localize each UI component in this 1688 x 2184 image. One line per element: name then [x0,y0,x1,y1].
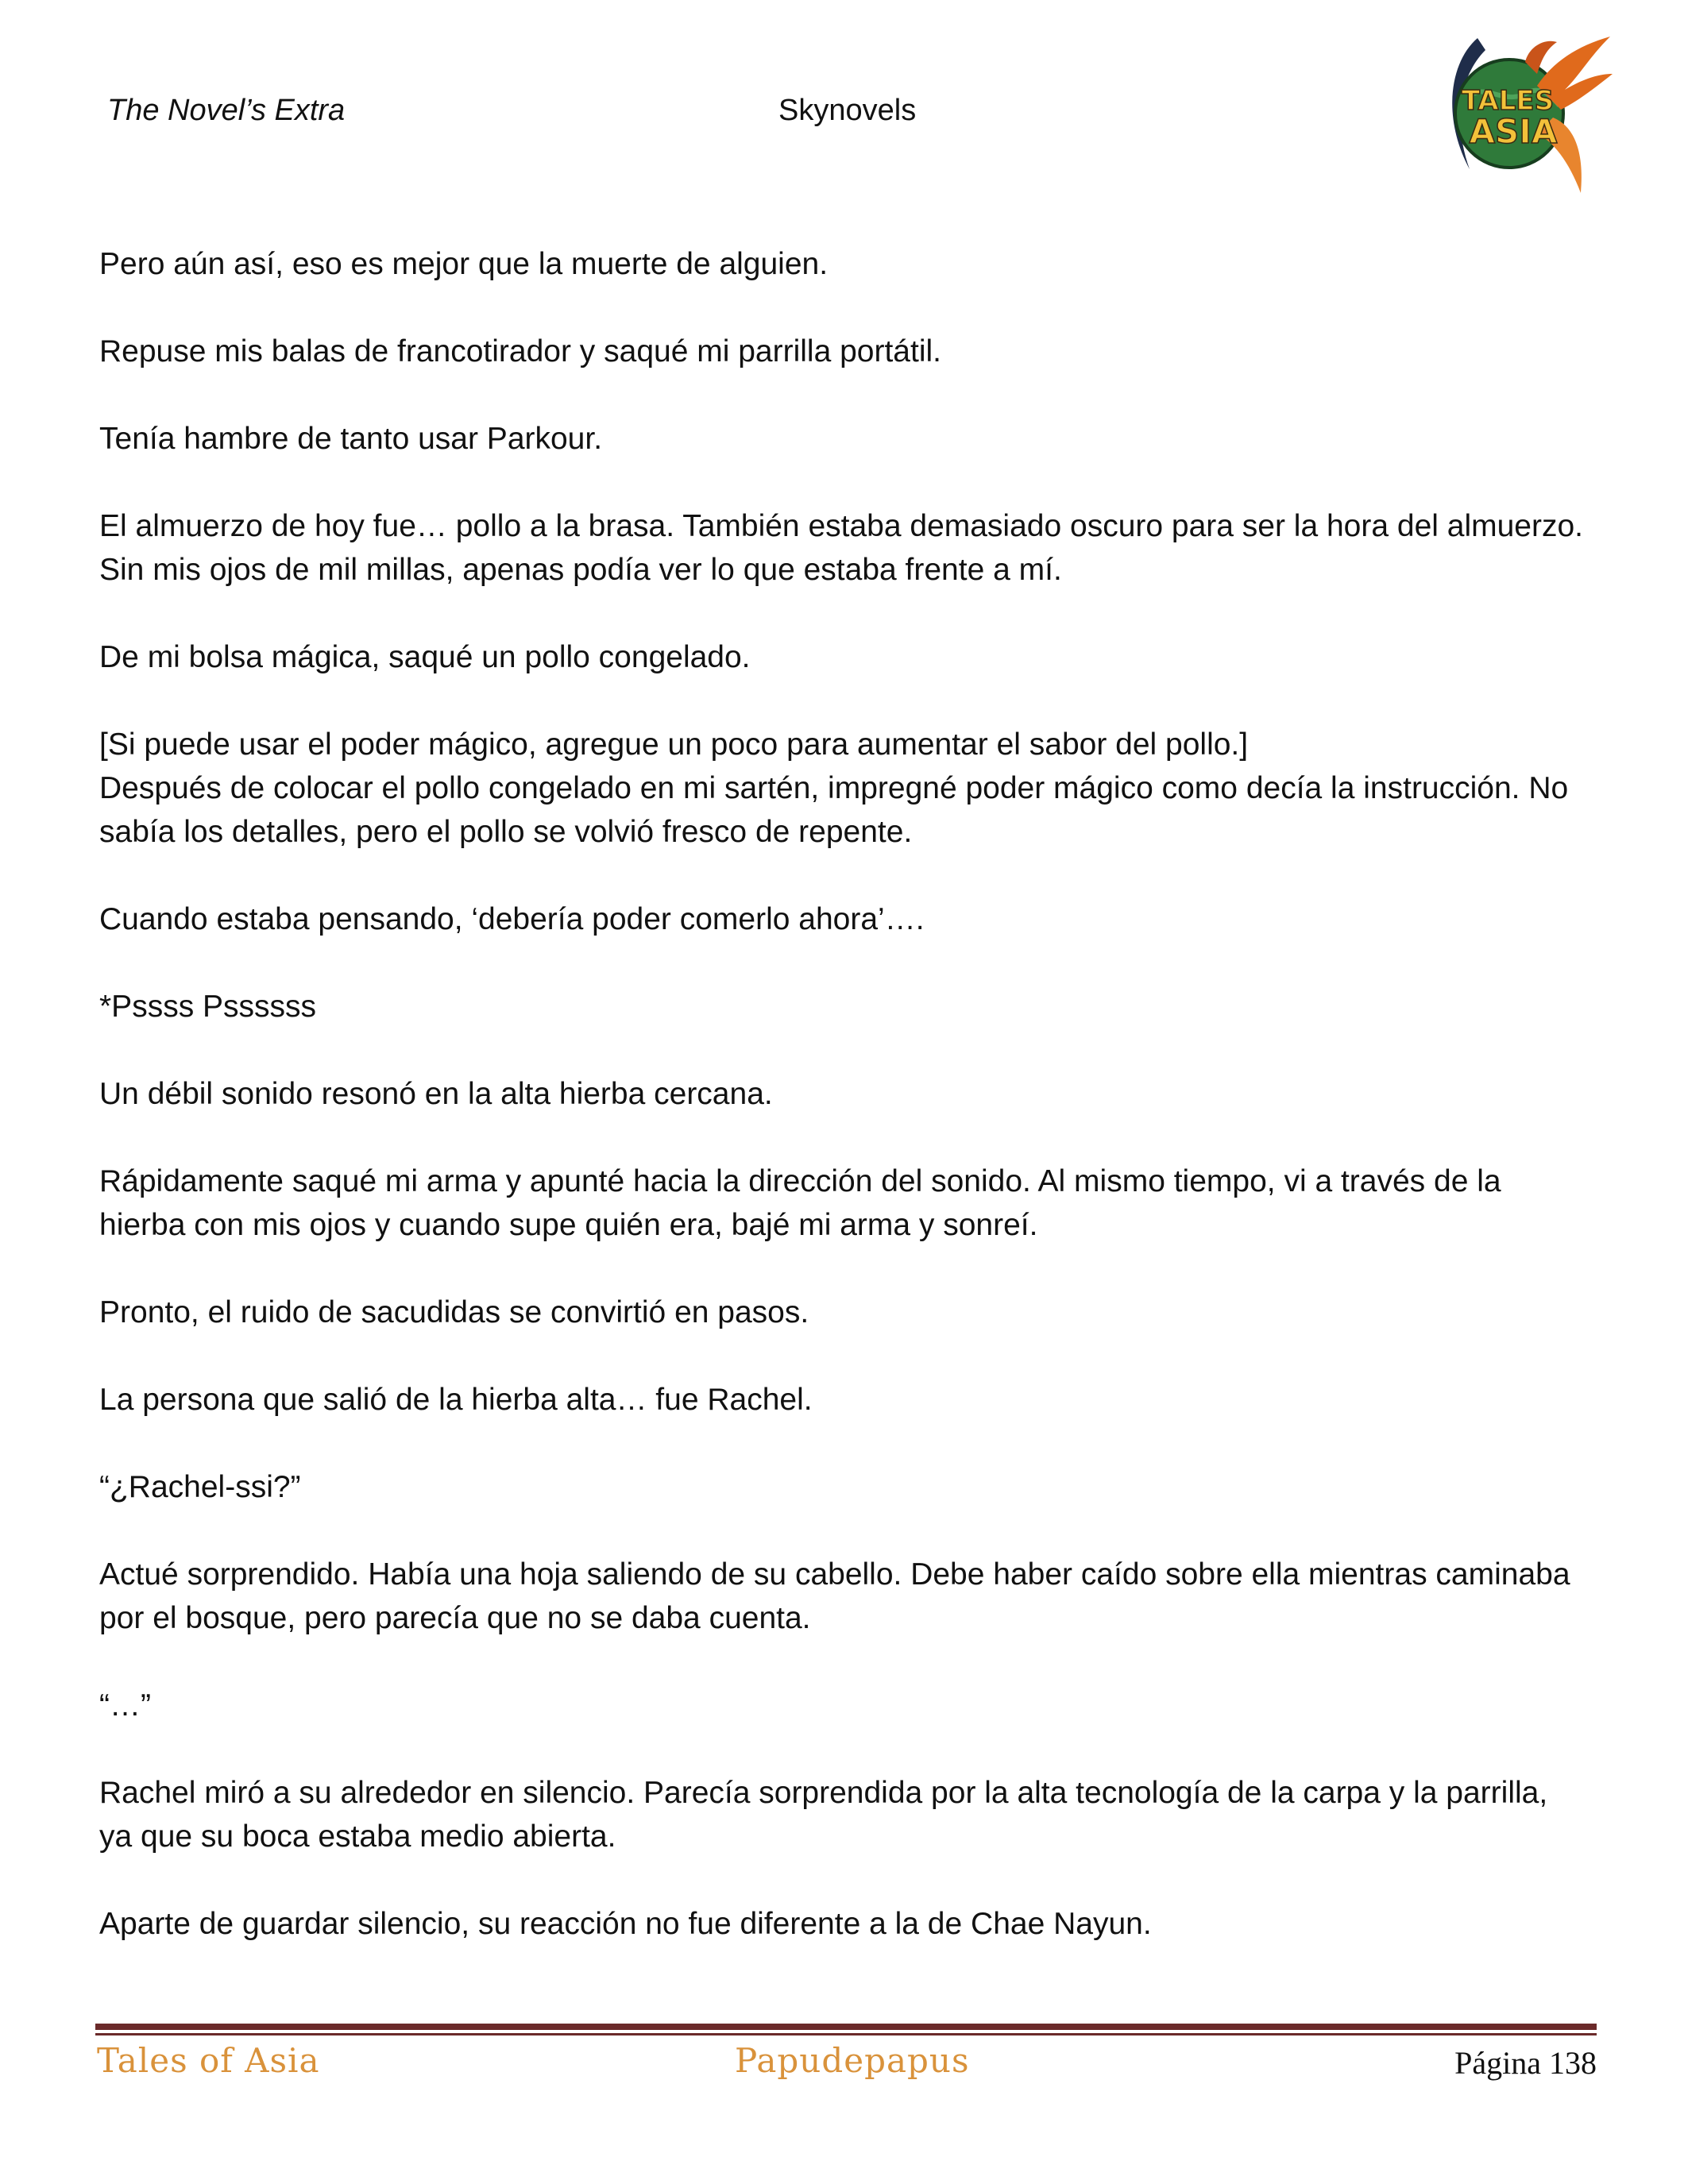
paragraph: Rachel miró a su alrededor en silencio. Parecía sorprendida por la alta tecnología de la carpa y la parrilla, ya que su boca estaba medio abierta. [99,1776,1548,1854]
logo-text-top: TALES [1461,85,1555,117]
page-header [0,0,1688,206]
paragraph: Aparte de guardar silencio, su reacción no fue diferente a la de Chae Nayun. [99,1907,1152,1941]
paragraph: Pronto, el ruido de sacudidas se convirtió en pasos. [99,1295,809,1329]
paragraph: El almuerzo de hoy fue… pollo a la brasa. También estaba demasiado oscuro para ser la hora del almuerzo. Sin mis ojos de mil millas, apenas podía ver lo que estaba frente a mí. [99,509,1584,587]
paragraph: Un débil sonido resonó en la alta hierba cercana. [99,1077,773,1111]
paragraph: Actué sorprendido. Había una hoja saliendo de su cabello. Debe haber caído sobre ella mientras caminaba por el bosque, pero parecía que no se daba cuenta. [99,1557,1570,1635]
paragraph: Después de colocar el pollo congelado en mi sartén, impregné poder mágico como decía la instrucción. No sabía los detalles, pero el pollo se volvió fresco de repente. [99,771,1569,849]
paragraph: Repuse mis balas de francotirador y saqué mi parrilla portátil. [99,334,941,369]
footer-translator: Papudepapus [735,2041,970,2080]
paragraph: [Si puede usar el poder mágico, agregue un poco para aumentar el sabor del pollo.] [99,727,1249,762]
page-body [99,242,1589,1989]
tales-of-asia-logo [1434,30,1617,201]
paragraph: “¿Rachel-ssi?” [99,1470,301,1504]
footer-publisher: Tales of Asia [97,2041,320,2080]
site-name: Skynovels [778,94,917,127]
paragraph: “…” [99,1688,151,1723]
book-title: The Novel’s Extra [107,94,346,127]
paragraph: Tenía hambre de tanto usar Parkour. [99,422,603,456]
paragraph: *Pssss Pssssss [99,990,317,1024]
paragraph: De mi bolsa mágica, saqué un pollo congelado. [99,640,751,674]
footer-rule-thin [95,2033,1597,2035]
page-number: Página 138 [1454,2045,1597,2081]
footer-rule-thick [95,2024,1597,2030]
paragraph: Pero aún así, eso es mejor que la muerte de alguien. [99,247,829,281]
paragraph: Rápidamente saqué mi arma y apunté hacia la dirección del sonido. Al mismo tiempo, vi a través de la hierba con mis ojos y cuando supe quién era, bajé mi arma y sonreí. [99,1164,1501,1242]
paragraph: La persona que salió de la hierba alta… fue Rachel. [99,1383,813,1417]
logo-text-bottom: ASIA [1469,112,1558,151]
paragraph: Cuando estaba pensando, ‘debería poder comerlo ahora’…. [99,902,925,936]
